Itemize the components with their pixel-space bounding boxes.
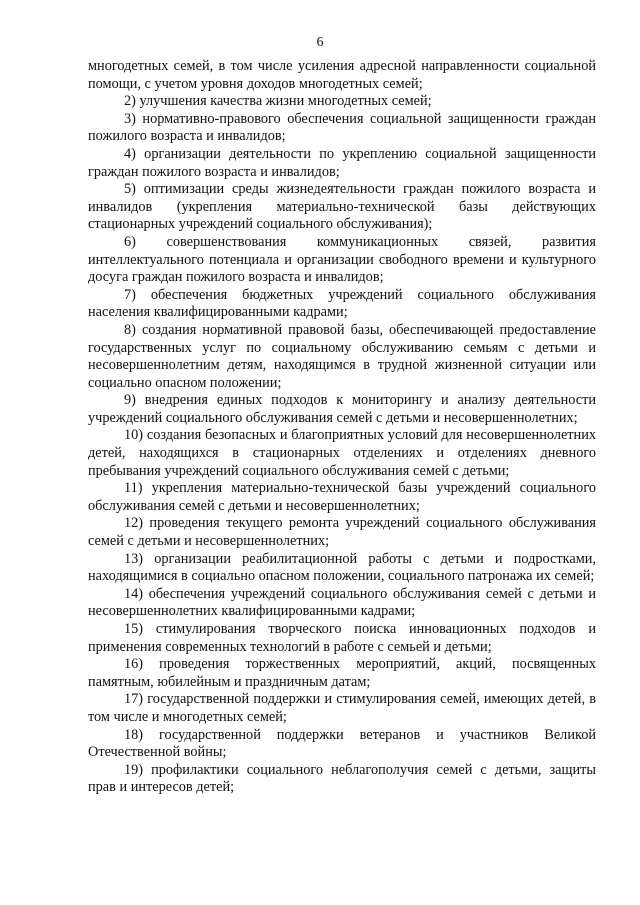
list-item-6: 6) совершенствования коммуникационных связей, развития интеллектуального потенциала и организации свободного времени и культурного досуга граждан пожилого возраста и инвалидов; bbox=[88, 233, 596, 286]
list-item-11: 11) укрепления материально-технической базы учреждений социального обслуживания семей с детьми и несовершеннолетних; bbox=[88, 480, 596, 514]
list-item-10: 10) создания безопасных и благоприятных условий для несовершеннолетних детей, находящихся в стационарных отделениях и отделениях дневного пребывания учреждений социального обслуживания семей с детьми; bbox=[88, 427, 596, 479]
list-item-17: 17) государственной поддержки и стимулирования семей, имеющих детей, в том числе и многодетных семей; bbox=[88, 691, 596, 725]
list-item-5: 5) оптимизации среды жизнедеятельности граждан пожилого возраста и инвалидов (укрепления материально-технической базы действующих стационарных учреждений социального обслуживания); bbox=[88, 181, 596, 233]
list-item-18: 18) государственной поддержки ветеранов и участников Великой Отечественной войны; bbox=[88, 726, 596, 761]
list-item-9: 9) внедрения единых подходов к мониторингу и анализу деятельности учреждений социального обслуживания семей с детьми и несовершеннолетних; bbox=[88, 392, 596, 426]
list-item-2: 2) улучшения качества жизни многодетных семей; bbox=[124, 93, 432, 110]
list-item-13: 13) организации реабилитационной работы с детьми и подростками, находящимися в социально опасном положении, социального патронажа их семей; bbox=[88, 550, 596, 585]
page-number: 6 bbox=[316, 35, 324, 50]
document-body bbox=[88, 58, 596, 797]
paragraph-continuation: многодетных семей, в том числе усиления адресной направленности социальной помощи, с учетом уровня доходов многодетных семей; bbox=[88, 58, 596, 92]
list-item-7: 7) обеспечения бюджетных учреждений социального обслуживания населения квалифицированными кадрами; bbox=[88, 286, 596, 321]
list-item-12: 12) проведения текущего ремонта учреждений социального обслуживания семей с детьми и несовершеннолетних; bbox=[88, 515, 596, 550]
list-item-3: 3) нормативно-правового обеспечения социальной защищенности граждан пожилого возраста и инвалидов; bbox=[88, 110, 596, 145]
list-item-16: 16) проведения торжественных мероприятий, акций, посвященных памятным, юбилейным и праздничным датам; bbox=[88, 656, 596, 690]
list-item-4: 4) организации деятельности по укреплению социальной защищенности граждан пожилого возраста и инвалидов; bbox=[88, 145, 596, 180]
list-item-19: 19) профилактики социального неблагополучия семей с детьми, защиты прав и интересов детей; bbox=[88, 761, 596, 796]
list-item-14: 14) обеспечения учреждений социального обслуживания семей с детьми и несовершеннолетних квалифицированными кадрами; bbox=[88, 585, 596, 620]
list-item-15: 15) стимулирования творческого поиска инновационных подходов и применения современных технологий в работе с семьей и детьми; bbox=[88, 621, 596, 655]
list-item-8: 8) создания нормативной правовой базы, обеспечивающей предоставление государственных услуг по социальному обслуживанию семьям с детьми и несовершеннолетним детям, находящимся в трудной жизненной ситуации или социально опасном положении; bbox=[88, 321, 596, 391]
